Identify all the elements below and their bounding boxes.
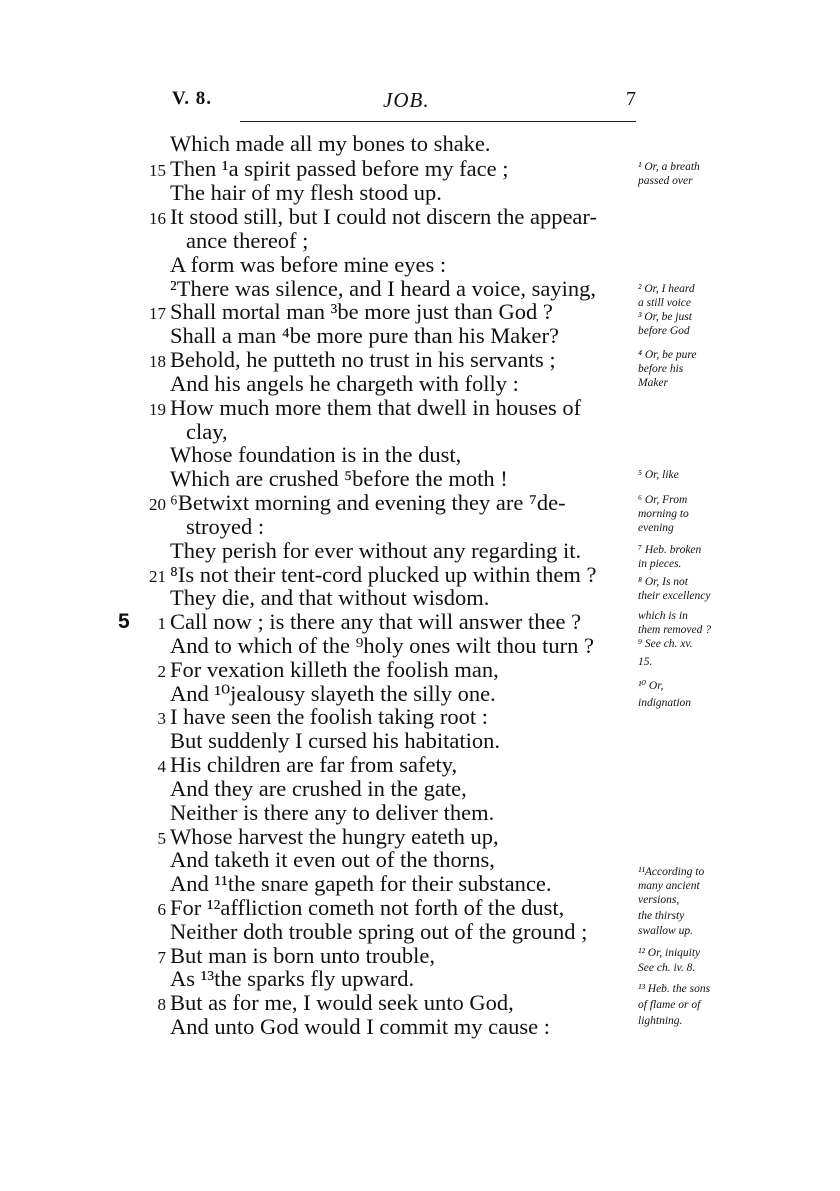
margin-note-line: the thirsty <box>638 910 685 922</box>
verse-line: And taketh it even out of the thorns, <box>170 847 495 872</box>
margin-note-line: See ch. iv. 8. <box>638 962 696 974</box>
book-title: JOB. <box>383 88 430 112</box>
margin-note-line: Maker <box>638 377 669 389</box>
margin-note-line: ⁹ See ch. xv. <box>638 638 693 650</box>
chapter-verse-ref: V. 8. <box>172 88 213 109</box>
margin-note-line: their excellency <box>638 590 711 602</box>
margin-note-line: evening <box>638 522 674 534</box>
verse-number: 15 <box>149 161 166 180</box>
verse-line: And unto God would I commit my cause : <box>170 1014 550 1039</box>
margin-note-line: ⁸ Or, Is not <box>638 576 689 588</box>
margin-note-line: morning to <box>638 508 689 520</box>
verse-line: But man is born unto trouble, <box>170 943 435 968</box>
verse-number: 19 <box>149 400 166 419</box>
verse-line: Whose harvest the hungry eateth up, <box>170 824 499 849</box>
verse-line: A form was before mine eyes : <box>170 252 447 277</box>
verse-line: The hair of my flesh stood up. <box>170 180 442 205</box>
margin-note-line: which is in <box>638 610 688 622</box>
verse-line: Behold, he putteth no trust in his servants ; <box>170 347 556 372</box>
verse-line: For vexation killeth the foolish man, <box>170 657 499 682</box>
verse-line: His children are far from safety, <box>170 752 458 777</box>
verse-number: 21 <box>149 567 166 586</box>
verse-line: Whose foundation is in the dust, <box>170 442 462 467</box>
verse-number: 7 <box>157 948 166 967</box>
margin-note-line: ⁷ Heb. broken <box>638 544 702 556</box>
margin-note-line: swallow up. <box>638 925 693 937</box>
margin-note-line: 15. <box>638 656 653 668</box>
verse-number: 17 <box>149 304 166 323</box>
margin-note-line: ¹² Or, iniquity <box>638 947 701 959</box>
verse-line: ⁸Is not their tent-cord plucked up within them ? <box>170 562 597 587</box>
verse-line: But as for me, I would seek unto God, <box>170 990 514 1015</box>
verse-line: ²There was silence, and I heard a voice, saying, <box>170 276 596 301</box>
verse-line: And they are crushed in the gate, <box>170 776 467 801</box>
verse-line: How much more them that dwell in houses of <box>170 395 582 420</box>
margin-note-line: before his <box>638 363 684 375</box>
verse-line: ance thereof ; <box>186 228 309 253</box>
margin-note-line: a still voice <box>638 297 692 309</box>
verse-number: 3 <box>157 709 166 728</box>
verse-number: 18 <box>149 352 166 371</box>
margin-note-line: indignation <box>638 697 692 709</box>
header-rule <box>240 121 636 122</box>
margin-note-line: ³ Or, be just <box>638 311 692 323</box>
verse-line: As ¹³the sparks fly upward. <box>170 966 415 991</box>
margin-note-line: ¹⁰ Or, <box>638 680 664 692</box>
verse-line: Call now ; is there any that will answer thee ? <box>170 609 582 634</box>
margin-note-line: ⁵ Or, like <box>638 469 679 481</box>
verse-line: Neither doth trouble spring out of the ground ; <box>170 919 588 944</box>
margin-note-line: ⁶ Or, From <box>638 494 688 506</box>
verse-line: And ¹⁰jealousy slayeth the silly one. <box>170 681 496 706</box>
verse-number: 2 <box>157 662 166 681</box>
chapter-marker: 5 <box>118 610 130 633</box>
margin-note-line: of flame or of <box>638 999 701 1011</box>
margin-note-line: before God <box>638 325 690 337</box>
margin-note-line: ¹¹According to <box>638 866 705 878</box>
verse-line: It stood still, but I could not discern the appear- <box>170 204 597 229</box>
margin-note-line: in pieces. <box>638 558 682 570</box>
verse-line: clay, <box>186 419 228 444</box>
page-number: 7 <box>626 88 636 110</box>
verse-number: 1 <box>157 614 166 633</box>
margin-note-line: lightning. <box>638 1015 683 1027</box>
margin-note-line: versions, <box>638 894 680 906</box>
verse-line: And ¹¹the snare gapeth for their substance. <box>170 871 552 896</box>
verse-line: ⁶Betwixt morning and evening they are ⁷de- <box>170 490 566 515</box>
verse-line: Shall mortal man ³be more just than God ? <box>170 299 553 324</box>
verse-line: Which are crushed ⁵before the moth ! <box>170 466 508 491</box>
verse-number: 5 <box>157 829 166 848</box>
verse-line: Then ¹a spirit passed before my face ; <box>170 156 509 181</box>
margin-note-line: them removed ? <box>638 624 712 636</box>
verse-line: And to which of the ⁹holy ones wilt thou turn ? <box>170 633 595 658</box>
verse-line: For ¹²affliction cometh not forth of the dust, <box>170 895 565 920</box>
verse-line: Which made all my bones to shake. <box>170 131 491 156</box>
margin-note-line: ² Or, I heard <box>638 283 695 295</box>
margin-note-line: ⁴ Or, be pure <box>638 349 697 361</box>
verse-line: stroyed : <box>186 514 265 539</box>
verse-line: They perish for ever without any regarding it. <box>170 538 582 563</box>
verse-number: 4 <box>157 757 166 776</box>
verse-number: 16 <box>149 209 166 228</box>
verse-line: They die, and that without wisdom. <box>170 585 490 610</box>
verse-line: But suddenly I cursed his habitation. <box>170 728 500 753</box>
verse-number: 20 <box>149 495 166 514</box>
verse-line: And his angels he chargeth with folly : <box>170 371 519 396</box>
verse-line: I have seen the foolish taking root : <box>170 704 489 729</box>
margin-note-line: ¹ Or, a breath <box>638 161 700 173</box>
verse-number: 6 <box>157 900 166 919</box>
margin-note-line: passed over <box>638 175 693 187</box>
margin-note-line: ¹³ Heb. the sons <box>638 983 711 995</box>
verse-line: Shall a man ⁴be more pure than his Maker? <box>170 323 559 348</box>
verse-line: Neither is there any to deliver them. <box>170 800 495 825</box>
verse-number: 8 <box>157 995 166 1014</box>
margin-note-line: many ancient <box>638 880 700 892</box>
